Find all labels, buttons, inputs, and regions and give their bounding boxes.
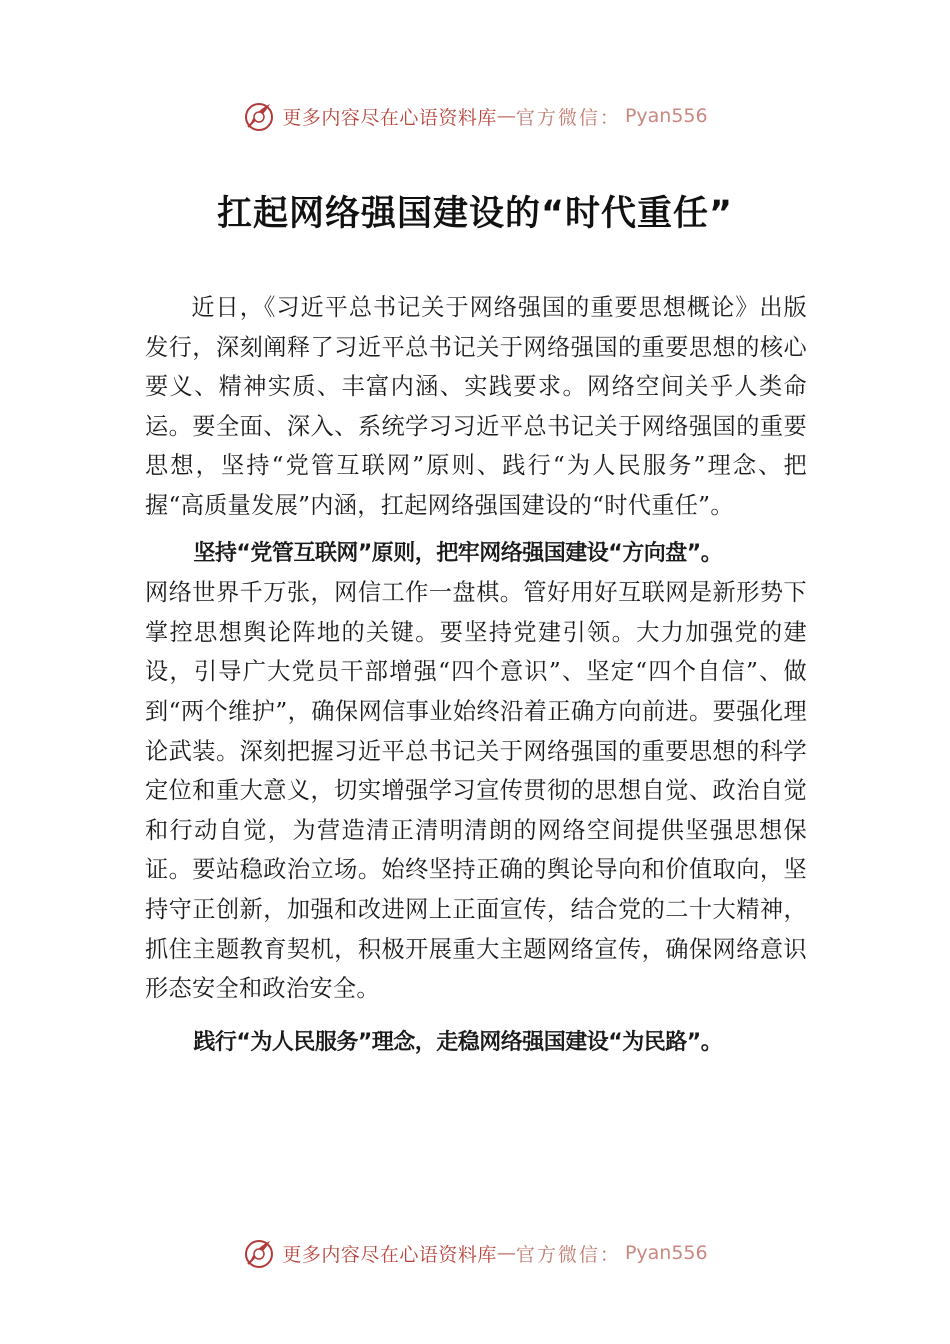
watermark-wechat-id: Pyan556: [624, 1242, 708, 1264]
watermark-brand: 更多内容尽在心语资料库: [282, 1243, 497, 1266]
quill-logo-icon: [242, 1236, 276, 1270]
header-watermark: [0, 96, 950, 136]
intro-paragraph: 近日，《习近平总书记关于网络强国的重要思想概论》出版发行，深刻阐释了习近平总书记关于网络强国的重要思想的核心要义、精神实质、丰富内涵、实践要求。网络空间关乎人类命运。要全面、深入、系统学习习近平总书记关于网络强国的重要思想，坚持“党管互联网”原则、践行“为人民服务”理念、把握“高质量发展”内涵，扛起网络强国建设的“时代重任”。: [145, 294, 807, 519]
watermark-wechat-id: Pyan556: [624, 105, 708, 127]
watermark-brand: 更多内容尽在心语资料库: [282, 106, 497, 129]
document-title: 扛起网络强国建设的“时代重任”: [216, 194, 733, 234]
watermark-dash: —: [496, 1242, 516, 1264]
footer-watermark: [0, 1233, 950, 1273]
watermark-dash: —: [496, 105, 516, 127]
watermark-wechat-label: 官方微信：: [515, 106, 621, 129]
watermark-wechat-label: 官方微信：: [515, 1243, 621, 1266]
section1-heading: 坚持“党管互联网”原则，把牢网络强国建设“方向盘”。: [193, 540, 723, 566]
quill-logo-icon: [242, 99, 276, 133]
document-body: [145, 288, 807, 1062]
section2-heading: 践行“为人民服务”理念，走稳网络强国建设“为民路”。: [193, 1029, 723, 1055]
section1-paragraph: 网络世界千万张，网信工作一盘棋。管好用好互联网是新形势下掌控思想舆论阵地的关键。要坚持党建引领。大力加强党的建设，引导广大党员干部增强“四个意识”、坚定“四个自信”、做到“两个维护”，确保网信事业始终沿着正确方向前进。要强化理论武装。深刻把握习近平总书记关于网络强国的重要思想的科学定位和重大意义，切实增强学习宣传贯彻的思想自觉、政治自觉和行动自觉，为营造清正清明清朗的网络空间提供坚强思想保证。要站稳政治立场。始终坚持正确的舆论导向和价值取向，坚持守正创新，加强和改进网上正面宣传，结合党的二十大精神，抓住主题教育契机，积极开展重大主题网络宣传，确保网络意识形态安全和政治安全。: [145, 579, 807, 1003]
